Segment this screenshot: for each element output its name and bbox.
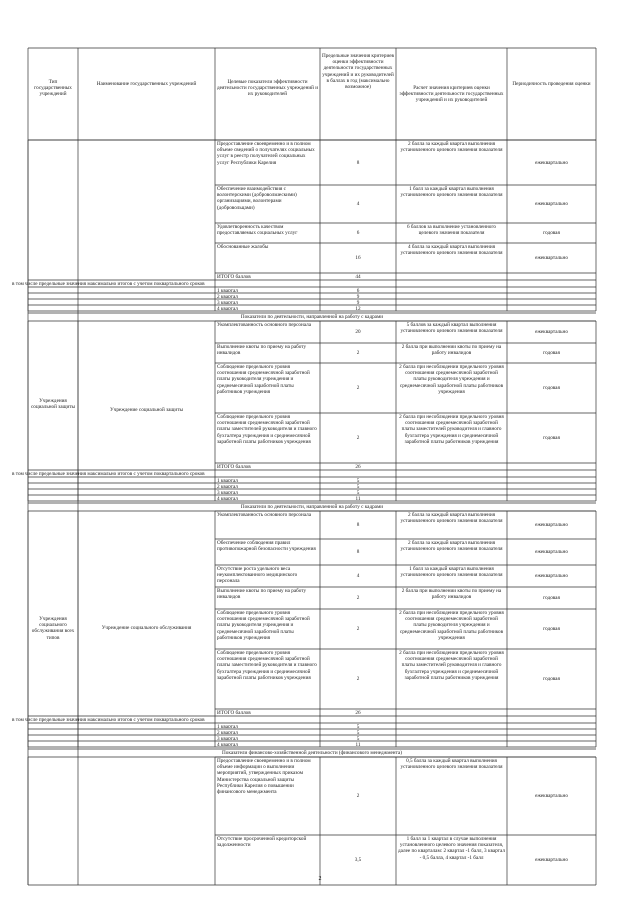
calc-cell: 2 балла за каждый квартал выполнения установленного целевого значения показателя [400,540,503,553]
quarter-value: 5 [356,490,360,494]
indicator-cell: Обеспечение взаимодействия с волонтерскими (добровольческими) организациями, волонтерами (добровольцами) [217,186,297,211]
header-indicators: Целевые показатели эффективности деятельности государственных учреждений и их руководителей [217,79,318,98]
max-value-cell: 2 [356,435,360,441]
period-cell: годовая [543,350,560,356]
period-cell: ежеквартально [535,201,568,207]
quarter-label: 1 квартал [217,724,238,728]
quarter-label: 2 квартал [217,484,238,488]
quarter-value: 9 [356,294,360,298]
total-value: 44 [355,274,361,279]
calc-cell: 6 баллов за выполнение установленного целевого значения показателя [406,224,496,237]
page-number: 2 [318,876,322,882]
period-cell: годовая [543,385,560,391]
quarter-value: 5 [356,736,360,740]
period-cell: годовая [543,676,560,682]
quarter-label: 4 квартал [217,496,238,500]
period-cell: ежеквартально [535,522,568,528]
period-cell: годовая [543,230,560,236]
quarter-value: 5 [356,478,360,482]
max-value-cell: 4 [356,573,360,579]
quarter-value: 5 [356,484,360,488]
quarter-label: 1 квартал [217,478,238,482]
period-cell: ежеквартально [535,255,568,261]
max-value-cell: 8 [356,549,360,555]
header-name: Наименование государственных учреждений [96,81,197,87]
institution-type: Учреждения социального обслуживания всех типов [31,616,75,641]
quarter-label: 1 квартал [217,288,238,292]
max-value-cell: 2 [356,626,360,632]
max-value-cell: 6 [356,230,360,236]
max-value-cell: 2 [356,793,360,799]
period-cell: ежеквартально [535,549,568,555]
calc-cell: 1 балл за 1 квартал в случае выполнения установленного целевого значения показателя, далее по кварталам: 2 квартал -1 балл, 3 квартал - 0,5 балла, 4 квартал -1 балл [398,836,505,861]
total-value: 26 [355,464,361,469]
header-type: Тип государственных учреждений [34,79,72,98]
quarter-label: 3 квартал [217,300,238,304]
calc-cell: 2 балла при несоблюдении предельного уровня соотношения среднемесячной заработной платы заместителей руководителя и главного бухгалтера учреждения и среднемесячной заработной платы работников учреждения [399,414,504,445]
quarter-label: 3 квартал [217,736,238,740]
total-label: ИТОГО баллов [217,710,251,715]
max-value-cell: 20 [355,329,361,335]
max-value-cell: 2 [356,676,360,682]
indicator-cell: Соблюдение предельного уровня соотношения среднемесячной заработной платы заместителей руководителя и главного бухгалтера учреждения и среднемесячной заработной платы работников учреждения [217,414,317,445]
period-cell: ежеквартально [535,329,568,335]
header-calc: Расчет значения критериев оценки эффективности деятельности государственных учреждений и их руководителей [399,85,504,104]
period-cell: ежеквартально [535,857,568,863]
calc-cell: 2 балла за каждый квартал выполнения установленного целевого значения показателя [400,141,503,154]
calc-cell: 2 балла при выполнении квоты по приему на работу инвалидов [401,344,502,357]
quarter-value: 9 [356,300,360,304]
quarter-note: в том числе предельные значения максимально итогов с учетом поквартального сроков [12,471,205,476]
indicator-cell: Соблюдение предельного уровня соотношения среднемесячной заработной платы заместителей руководителя и главного бухгалтера учреждения и среднемесячной заработной платы работников учреждения [217,650,317,681]
max-value-cell: 16 [355,255,361,261]
header-period: Периодичность проведения оценки [512,81,591,87]
institution-name: Учреждение социальной защиты [110,407,183,413]
period-cell: ежеквартально [535,573,568,579]
indicator-cell: Соблюдение предельного уровня соотношения среднемесячной заработной платы руководителя учреждения и среднемесячной заработной платы работников учреждения [217,364,310,395]
total-label: ИТОГО баллов [217,274,251,279]
quarter-value: 5 [356,730,360,734]
section-heading: Показатели по деятельности, направленной на работу с кадрами [240,314,384,320]
calc-cell: 2 балла при несоблюдении предельного уровня соотношения среднемесячной заработной платы заместителей руководителя и главного бухгалтера учреждения и среднемесячной заработной платы работников учреждения [399,650,504,681]
calc-cell: 1 балл за каждый квартал выполнения установленного целевого значения показателя [400,186,503,199]
calc-cell: 2 балла за каждый квартал выполнения установленного целевого значения показателя [400,512,503,525]
indicator-cell: Соблюдение предельного уровня соотношения среднемесячной заработной платы руководителя учреждения и среднемесячной заработной платы работников учреждения [217,610,310,641]
max-value-cell: 3,5 [354,857,362,863]
indicator-cell: Предоставление своевременно и в полном объеме сведений о получателях социальных услуг в реестр получателей социальных услуг Республики Карелия [217,141,315,166]
period-cell: годовая [543,435,560,441]
max-value-cell: 2 [356,350,360,356]
total-value: 26 [355,710,361,715]
indicator-cell: Предоставление своевременно и в полном объеме информации о выполнении мероприятий, утвержденных приказом Министерства социальной защиты Республики Карелия о повышении финансового менеджмента [217,758,311,796]
quarter-value: 12 [355,306,361,310]
indicator-cell: Отсутствие просроченной кредиторской задолженности [217,836,307,849]
indicator-cell: Отсутствие роста удельного веса неукомплектованного медицинского персонала [217,566,298,585]
calc-cell: 2 балла при выполнении квоты по приему на работу инвалидов [401,588,502,601]
quarter-label: 4 квартал [217,742,238,746]
calc-cell: 2 балла при несоблюдении предельного уровня соотношения среднемесячной заработной платы руководителя учреждения и среднемесячной заработной платы работников учреждения [399,364,504,395]
quarter-value: 6 [356,288,360,292]
indicator-cell: Выполнение квоты по приему на работу инвалидов [217,344,307,357]
calc-cell: 5 баллов за каждый квартал выполнения установленного целевого значения показателя [400,322,503,335]
calc-cell: 4 балла за каждый квартал выполнения установленного целевого значения показателя [400,244,503,257]
header-max-value: Предельные значения критериев оценки эффективности деятельности государственных учреждений и их руководителей в баллах в год (максимально возможное) [322,53,394,91]
quarter-note: в том числе предельные значения максимально итогов с учетом поквартального сроков [12,717,205,722]
period-cell: годовая [543,595,560,601]
indicator-cell: Укомплектованность основного персонала [217,322,312,328]
quarter-label: 4 квартал [217,306,238,310]
quarter-label: 2 квартал [217,730,238,734]
quarter-value: 5 [356,724,360,728]
max-value-cell: 8 [356,522,360,528]
indicator-cell: Обоснованные жалобы [217,244,269,250]
indicator-cell: Обеспечение соблюдения правил противопожарной безопасности учреждения [217,540,316,553]
indicator-cell: Удовлетворенность качеством предоставляемых социальных услуг [217,224,298,237]
institution-name: Учреждение социального обслуживания [101,625,192,631]
max-value-cell: 2 [356,595,360,601]
indicator-cell: Выполнение квоты по приему на работу инвалидов [217,588,307,601]
quarter-label: 3 квартал [217,490,238,494]
max-value-cell: 8 [356,159,360,166]
calc-cell: 2 балла при несоблюдении предельного уровня соотношения среднемесячной заработной платы руководителя учреждения и среднемесячной заработной платы работников учреждения [399,610,504,641]
period-cell: годовая [543,626,560,632]
section-heading: Показатели по деятельности, направленной на работу с кадрами [240,504,384,510]
quarter-value: 11 [355,742,361,746]
max-value-cell: 4 [356,201,360,207]
max-value-cell: 2 [356,385,360,391]
period-cell: ежеквартально [535,793,568,799]
institution-type: Учреждения социальной защиты [30,398,76,411]
calc-cell: 0,5 балла за каждый квартал выполнения установленного целевого значения показателя [400,758,503,771]
indicator-cell: Укомплектованность основного персонала [217,512,312,518]
quarter-value: 11 [355,496,361,500]
section-heading: Показатели финансово-хозяйственной деятельности (финансового менеджмента) [222,750,402,756]
quarter-label: 2 квартал [217,294,238,298]
period-cell: ежеквартально [535,159,568,166]
quarter-note: в том числе предельные значения максимально итогов с учетом поквартального сроков [12,281,205,286]
total-label: ИТОГО баллов [217,464,251,469]
calc-cell: 1 балл за каждый квартал выполнения установленного целевого значения показателя [400,566,503,579]
